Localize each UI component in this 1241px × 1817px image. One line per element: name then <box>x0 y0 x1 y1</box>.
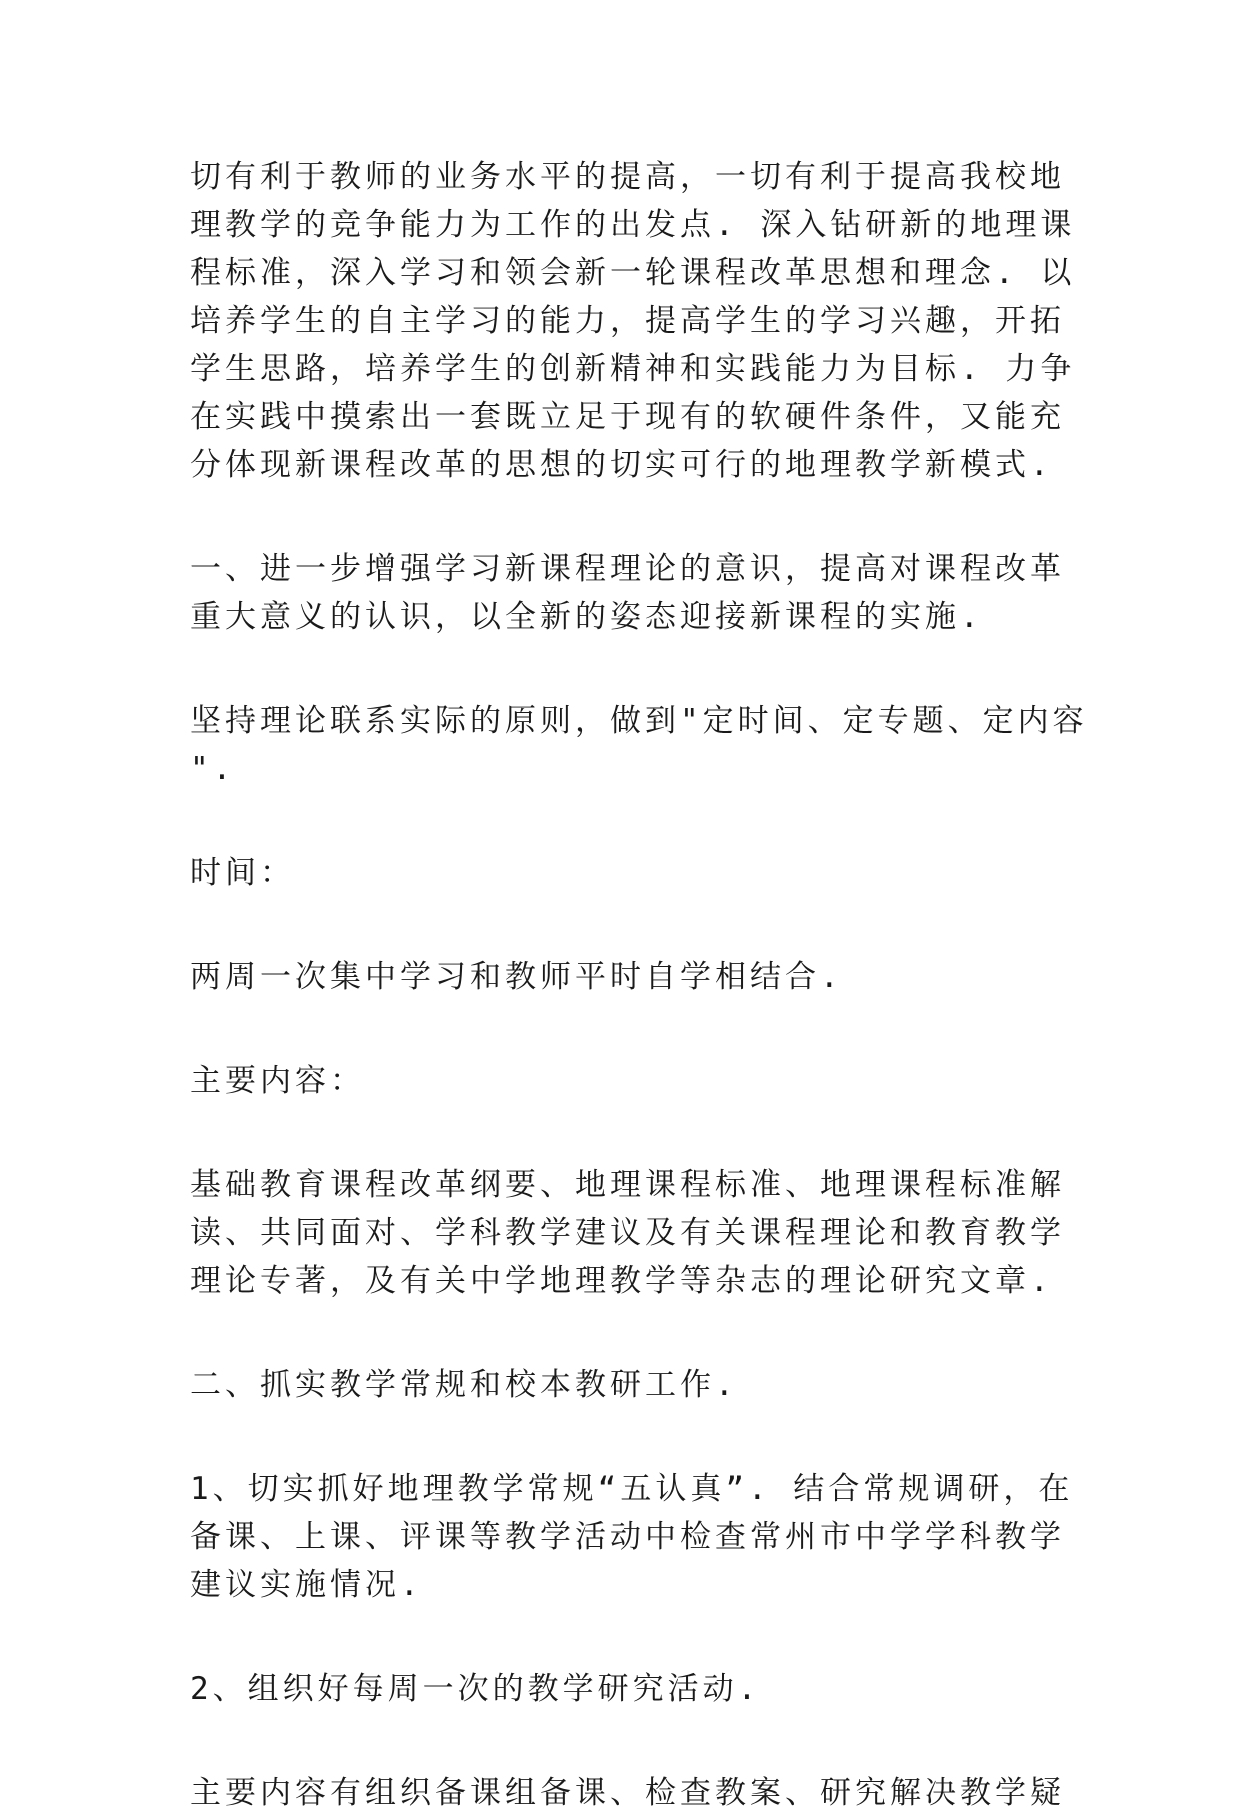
text-line: 两周一次集中学习和教师平时自学相结合. <box>190 959 843 995</box>
paragraph-spacer <box>190 897 1060 953</box>
paragraph-spacer <box>190 1001 1060 1057</box>
paragraph-spacer <box>190 1105 1060 1161</box>
text-line: ". <box>190 751 236 787</box>
text-line: 主要内容有组织备课组备课、检查教案、研究解决教学疑 <box>190 1775 1065 1811</box>
paragraph-intro <box>190 153 1076 489</box>
paragraph-spacer <box>190 1713 1060 1769</box>
paragraph-spacer <box>190 1409 1060 1465</box>
text-line: 坚持理论联系实际的原则，做到"定时间、定专题、定内容 <box>190 703 1088 739</box>
list-item-1 <box>190 1465 1074 1609</box>
paragraph-spacer <box>190 489 1060 545</box>
text-line: 理教学的竞争能力为工作的出发点. 深入钻研新的地理课 <box>190 207 1076 243</box>
section-heading-1 <box>190 545 1065 641</box>
text-line: 1、切实抓好地理教学常规“五认真”. 结合常规调研，在 <box>190 1471 1074 1507</box>
text-line: 学生思路，培养学生的创新精神和实践能力为目标. 力争 <box>190 351 1076 387</box>
text-line: 切有利于教师的业务水平的提高，一切有利于提高我校地 <box>190 159 1065 195</box>
list-item-2 <box>190 1665 1060 1713</box>
text-line: 读、共同面对、学科教学建议及有关课程理论和教育教学 <box>190 1215 1065 1251</box>
paragraph-content-value <box>190 1161 1065 1305</box>
text-line: 基础教育课程改革纲要、地理课程标准、地理课程标准解 <box>190 1167 1065 1203</box>
paragraph-spacer <box>190 793 1060 849</box>
text-line: 时间： <box>190 855 295 891</box>
text-line: 二、抓实教学常规和校本教研工作. <box>190 1367 738 1403</box>
text-line: 建议实施情况. <box>190 1567 423 1603</box>
paragraph-spacer <box>190 1609 1060 1665</box>
text-line: 一、进一步增强学习新课程理论的意识，提高对课程改革 <box>190 551 1065 587</box>
paragraph-content-label <box>190 1057 1060 1105</box>
paragraph-main-content <box>190 1769 1065 1817</box>
paragraph-spacer <box>190 1305 1060 1361</box>
text-line: 备课、上课、评课等教学活动中检查常州市中学学科教学 <box>190 1519 1065 1555</box>
text-line: 重大意义的认识，以全新的姿态迎接新课程的实施. <box>190 599 983 635</box>
section-heading-2 <box>190 1361 1060 1409</box>
text-line: 程标准，深入学习和领会新一轮课程改革思想和理念. 以 <box>190 255 1076 291</box>
text-line: 理论专著，及有关中学地理教学等杂志的理论研究文章. <box>190 1263 1053 1299</box>
text-line: 2、组织好每周一次的教学研究活动. <box>190 1671 761 1707</box>
text-line: 主要内容： <box>190 1063 365 1099</box>
text-line: 分体现新课程改革的思想的切实可行的地理教学新模式. <box>190 447 1053 483</box>
paragraph-spacer <box>190 641 1060 697</box>
paragraph-time-label <box>190 849 1060 897</box>
text-line: 培养学生的自主学习的能力，提高学生的学习兴趣，开拓 <box>190 303 1065 339</box>
text-line: 在实践中摸索出一套既立足于现有的软硬件条件，又能充 <box>190 399 1065 435</box>
paragraph-time-value <box>190 953 1060 1001</box>
paragraph-principle <box>190 697 1088 793</box>
document-body <box>190 153 1088 1817</box>
